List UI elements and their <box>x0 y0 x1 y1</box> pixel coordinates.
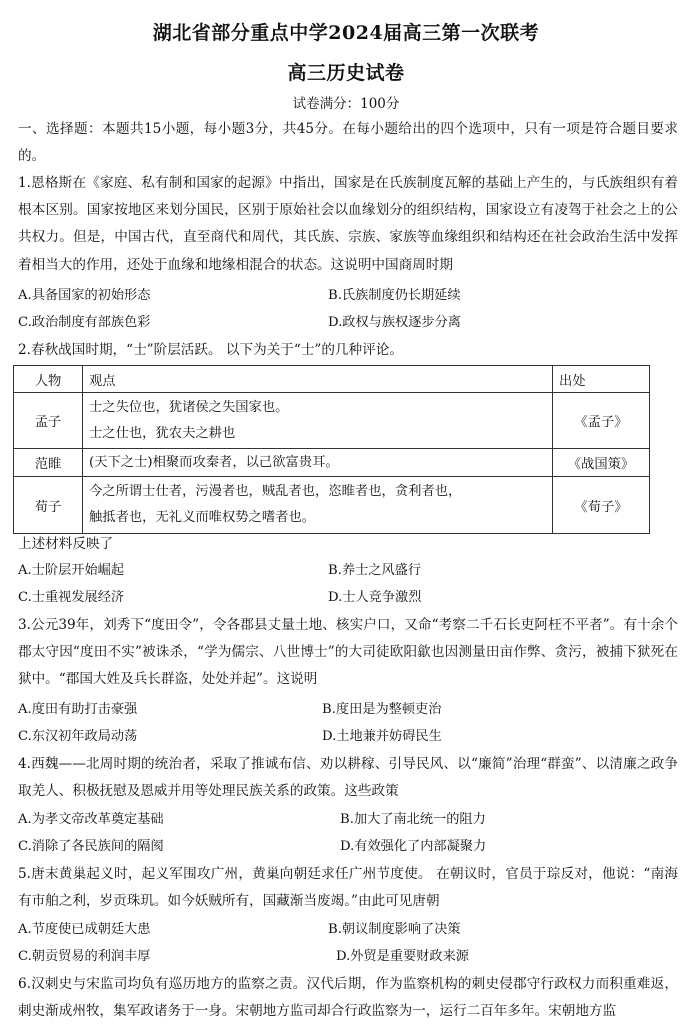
view-line: 士之仕也，犹农夫之耕也 <box>89 425 236 441</box>
q5-option-a: A.节度使已成朝廷大患 <box>18 922 151 937</box>
view-line: 士之失位也，犹诸侯之失国家也。 <box>89 399 289 415</box>
q3-stem: 3.公元39年，刘秀下“度田令”，令各郡县丈量土地、核实户口，又命“考察二千石长吏阿枉不平者”。有十余个郡太守因“度田不实”被诛杀，“学为儒宗、八世博士”的大司徒欧阳歙也因测量田亩作弊、贪污，被捕下狱死在狱中。“郡国大姓及兵长群盗，处处并起”。这说明 <box>18 617 678 688</box>
table-header-source: 出处 <box>553 366 650 393</box>
q2-option-a: A.士阶层开始崛起 <box>18 563 125 578</box>
q2-option-d: D.士人竞争激烈 <box>328 590 422 605</box>
q2-stem: 2.春秋战国时期，“士”阶层活跃。 以下为关于“士”的几种评论。 <box>18 342 403 358</box>
table-cell-view <box>83 393 553 449</box>
q6-stem: 6.汉刺史与宋监司均负有巡历地方的监察之责。汉代后期，作为监察机构的刺史侵郡守行政权力而积重难返，刺史渐成州牧，集军政诸务于一身。宋朝地方监司却合行政监察为一，运行二百年多年。宋朝地方监 <box>18 976 678 1020</box>
q4-option-c: C.消除了各民族间的隔阂 <box>18 839 164 854</box>
q1-option-d: D.政权与族权逐步分离 <box>328 315 461 330</box>
q4-option-d: D.有效强化了内部凝聚力 <box>340 839 487 854</box>
table-cell-source: 《战国策》 <box>553 449 650 477</box>
q1-option-c: C.政治制度有部族色彩 <box>18 315 151 330</box>
table-row <box>14 477 650 534</box>
table-row <box>14 393 650 449</box>
q4-option-a: A.为孝文帝改革奠定基础 <box>18 812 164 827</box>
table-header-person: 人物 <box>14 366 83 393</box>
q2-option-b: B.养士之风盛行 <box>328 563 422 578</box>
table-row <box>14 449 650 477</box>
table-cell-view <box>83 449 553 477</box>
table-cell-person: 孟子 <box>14 393 83 449</box>
q3-option-d: D.土地兼并妨碍民生 <box>322 729 442 744</box>
view-line: 触抵者也，无礼义而唯权势之嗜者也。 <box>89 510 316 525</box>
exam-score: 试卷满分：100分 <box>292 96 400 112</box>
q2-lead: 上述材料反映了 <box>18 536 114 552</box>
table-cell-person: 荀子 <box>14 477 83 534</box>
table-cell-view <box>83 477 553 534</box>
table-header-row <box>14 366 650 393</box>
q3-option-b: B.度田是为整顿吏治 <box>322 702 442 717</box>
q5-option-b: B.朝议制度影响了决策 <box>328 922 461 937</box>
q1-stem: 1.恩格斯在《家庭、私有制和国家的起源》中指出，国家是在氏族制度瓦解的基础上产生的，与氏族组织有着根本区别。国家按地区来划分国民，区别于原始社会以血缘划分的组织结构，国家设立有凌驾于社会之上的公共权力。但是，中国古代，直至商代和周代，其氏族、宗族、家族等血缘组织和结构还在社会政治生活中发挥着相当大的作用，还处于血缘和地缘相混合的状态。这说明中国商周时期 <box>18 175 678 273</box>
q1-option-a: A.具备国家的初始形态 <box>18 288 151 303</box>
q3-option-c: C.东汉初年政局动荡 <box>18 729 138 744</box>
table-cell-source: 《孟子》 <box>553 393 650 449</box>
exam-subtitle: 高三历史试卷 <box>287 62 405 84</box>
q4-stem: 4.西魏——北周时期的统治者，采取了推诚布信、劝以耕稼、引导民风、以“廉简”治理“群蛮”、以清廉之政争取羌人、积极抚慰及恩威并用等处理民族关系的政策。这些政策 <box>18 756 678 800</box>
q2-table <box>13 365 650 534</box>
exam-title: 湖北省部分重点中学2024届高三第一次联考 <box>152 22 540 44</box>
q5-option-c: C.朝贡贸易的利润丰厚 <box>18 949 151 964</box>
table-header-view: 观点 <box>83 366 553 393</box>
q3-option-a: A.度田有助打击豪强 <box>18 702 138 717</box>
table-cell-source: 《荀子》 <box>553 477 650 534</box>
view-line: (天下之士)相聚而攻秦者，以己欲富贵耳。 <box>89 454 339 470</box>
q5-option-d: D.外贸是重要财政来源 <box>336 949 469 964</box>
q4-option-b: B.加大了南北统一的阻力 <box>340 812 486 827</box>
q5-stem: 5.唐末黄巢起义时，起义军围攻广州，黄巢向朝廷求任广州节度使。 在朝议时，官员于琮反对，他说：“南海有市舶之利，岁贡珠玑。如今妖贼所有，国藏渐当废竭。”由此可见唐朝 <box>18 866 678 910</box>
q1-option-b: B.氏族制度仍长期延续 <box>328 288 461 303</box>
table-cell-person: 范睢 <box>14 449 83 477</box>
view-line: 今之所谓士仕者，污漫者也，贼乱者也，恣睢者也，贪利者也， <box>89 484 462 499</box>
q2-option-c: C.士重视发展经济 <box>18 590 125 605</box>
section-intro: 一、选择题：本题共15小题，每小题3分，共45分。在每小题给出的四个选项中，只有一项是符合题目要求的。 <box>18 121 678 165</box>
